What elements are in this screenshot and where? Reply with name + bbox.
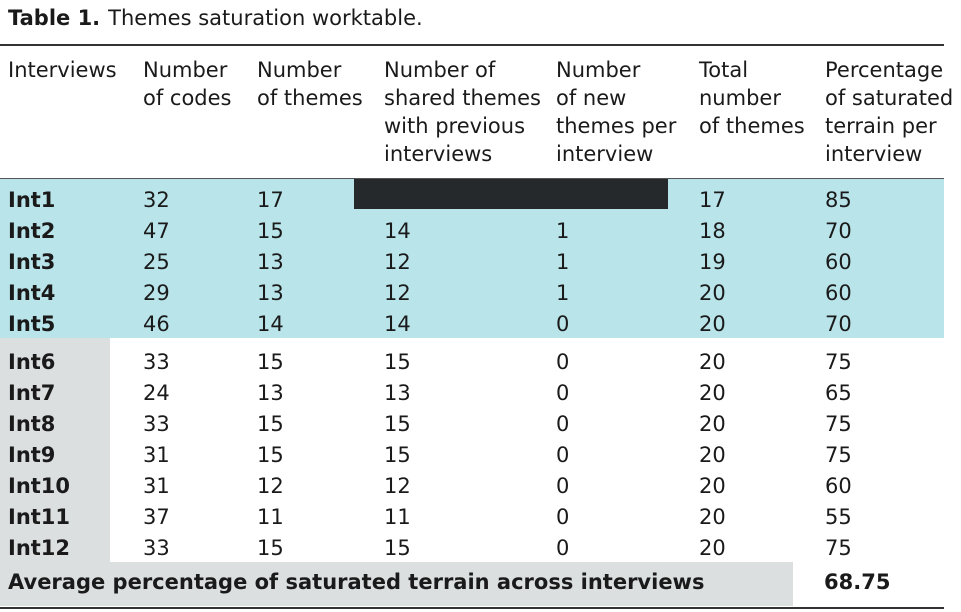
table-cell: 20 [699,412,726,436]
table-cell: 75 [825,443,852,467]
table-cell: 15 [257,536,284,560]
footer-label: Average percentage of saturated terrain across interviews [8,570,705,594]
column-header-line: interview [556,142,654,166]
table-cell: 24 [143,381,170,405]
interview-name-cell: Int1 [8,188,56,212]
column-header-line: Number [556,58,641,82]
table-cell: 55 [825,505,852,529]
table-cell: 0 [556,505,570,529]
table-cell: 0 [556,443,570,467]
table-cell: 70 [825,312,852,336]
interview-name-cell: Int9 [8,443,56,467]
table-cell: 15 [384,536,411,560]
column-header-line: terrain per [825,114,937,138]
table-label: Table 1. [8,6,101,30]
interview-name-cell: Int10 [8,474,71,498]
column-header-line: of codes [143,86,232,110]
table-row [0,185,944,216]
table-cell: 1 [556,219,570,243]
column-header-line: Number of [384,58,496,82]
table-cell: 13 [257,250,284,274]
table-cell: 85 [825,188,852,212]
table-cell: 20 [699,536,726,560]
table-cell: 1 [556,250,570,274]
table-cell: 0 [556,312,570,336]
interview-name-cell: Int12 [8,536,71,560]
table-cell: 17 [257,188,284,212]
table-cell: 29 [143,281,170,305]
table-cell: 11 [257,505,284,529]
bottom-rule [0,607,944,609]
table-cell: 15 [257,219,284,243]
table-cell: 20 [699,474,726,498]
table-cell: 20 [699,505,726,529]
interview-name-cell: Int11 [8,505,71,529]
table-cell: 33 [143,350,170,374]
table-cell: 0 [556,381,570,405]
table-cell: 12 [257,474,284,498]
column-header-line: interviews [384,142,493,166]
table-cell: 20 [699,312,726,336]
column-header-line: of themes [257,86,363,110]
interview-name-cell: Int2 [8,219,56,243]
table-cell: 13 [257,281,284,305]
table-title: Themes saturation worktable. [108,6,423,30]
table-row [0,309,944,340]
table-cell: 17 [699,188,726,212]
table-cell: 37 [143,505,170,529]
table-row [0,247,944,278]
table-cell: 47 [143,219,170,243]
column-header-line: with previous [384,114,526,138]
column-header-line: Percentage [825,58,944,82]
column-header-line: of saturated [825,86,954,110]
column-header [257,56,363,112]
interview-name-cell: Int4 [8,281,56,305]
table-cell: 15 [384,412,411,436]
table-cell: 20 [699,281,726,305]
column-header-line: Number [143,58,228,82]
interview-name-cell: Int7 [8,381,56,405]
table-cell: 0 [556,412,570,436]
table-cell: 33 [143,536,170,560]
table-row [0,533,944,564]
table-cell: 18 [699,219,726,243]
table-row [0,502,944,533]
table-cell: 60 [825,474,852,498]
column-header-line: themes per [556,114,677,138]
table-cell: 14 [384,219,411,243]
table-cell: 31 [143,443,170,467]
table-cell: 11 [384,505,411,529]
table-cell: 15 [257,412,284,436]
table-cell: 60 [825,250,852,274]
interview-name-cell: Int6 [8,350,56,374]
table-cell: 75 [825,536,852,560]
table-caption [8,6,423,30]
table-row [0,278,944,309]
table-cell: 0 [556,350,570,374]
table-cell: 12 [384,474,411,498]
table-cell: 0 [556,536,570,560]
column-header [8,56,117,84]
table-cell: 15 [257,443,284,467]
table-row [0,409,944,440]
column-header-line: Total [699,58,749,82]
table-cell: 75 [825,350,852,374]
table-cell: 15 [257,350,284,374]
table-cell: 14 [384,312,411,336]
table-row [0,347,944,378]
table-cell: 14 [257,312,284,336]
table-row [0,378,944,409]
table-row [0,440,944,471]
column-header-line: interview [825,142,923,166]
table-cell: 25 [143,250,170,274]
column-header-line: shared themes [384,86,541,110]
interview-name-cell: Int3 [8,250,56,274]
table-cell: 70 [825,219,852,243]
table-cell: 60 [825,281,852,305]
top-rule [0,44,944,46]
table-cell: 20 [699,443,726,467]
table-cell: 20 [699,381,726,405]
table-cell: 20 [699,350,726,374]
table-cell: 31 [143,474,170,498]
column-header-line: number [699,86,781,110]
column-header [699,56,805,140]
table-cell: 15 [384,350,411,374]
column-header-line: Number [257,58,342,82]
table-cell: 12 [384,281,411,305]
table-row [0,471,944,502]
table-cell: 13 [384,381,411,405]
column-header-line: of themes [699,114,805,138]
table-cell: 33 [143,412,170,436]
footer-value: 68.75 [824,570,891,594]
table-row [0,216,944,247]
table-cell: 65 [825,381,852,405]
column-header [143,56,232,112]
table-cell: 15 [384,443,411,467]
table-cell: 19 [699,250,726,274]
column-header [556,56,676,168]
column-header-line: of new [556,86,627,110]
table-cell: 46 [143,312,170,336]
table-cell: 75 [825,412,852,436]
column-header [384,56,541,168]
interview-name-cell: Int8 [8,412,56,436]
table-cell: 13 [257,381,284,405]
column-header-line: Interviews [8,58,117,82]
table-cell: 32 [143,188,170,212]
table-cell: 1 [556,281,570,305]
table-cell: 0 [556,474,570,498]
table-cell: 12 [384,250,411,274]
interview-name-cell: Int5 [8,312,56,336]
column-header [825,56,953,168]
